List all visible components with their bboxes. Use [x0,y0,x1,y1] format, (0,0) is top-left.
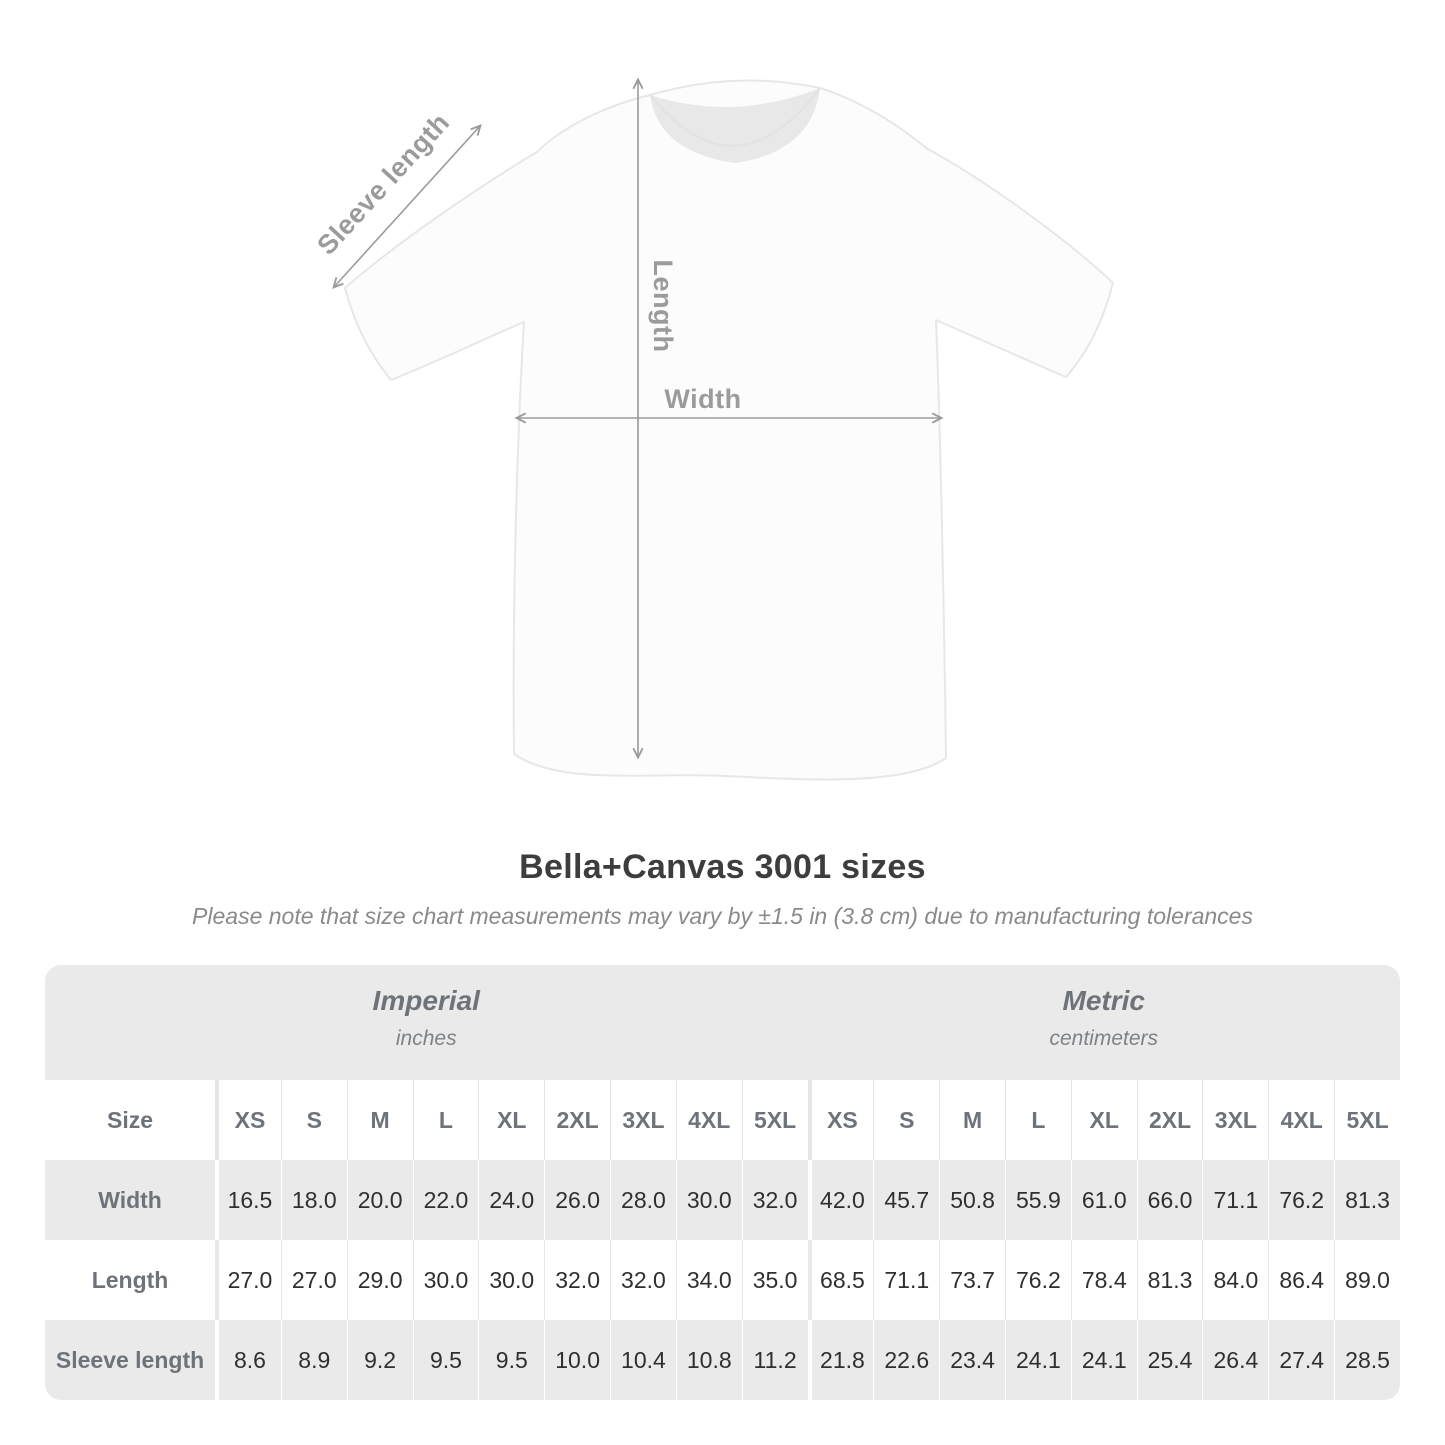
value-cell: 16.5 [215,1160,281,1240]
value-cell: 25.4 [1137,1320,1203,1400]
value-cell: 8.6 [215,1320,281,1400]
size-header-cell: 3XL [610,1080,676,1160]
value-cell: 30.0 [676,1160,742,1240]
value-cell: 30.0 [478,1240,544,1320]
heading-block [0,848,1445,930]
value-cell: 61.0 [1071,1160,1137,1240]
value-cell: 73.7 [939,1240,1005,1320]
row-label: Sleeve length [45,1320,215,1400]
value-cell: 28.0 [610,1160,676,1240]
value-cell: 81.3 [1137,1240,1203,1320]
size-chart-table [45,965,1400,1400]
value-cell: 9.2 [347,1320,413,1400]
value-cell: 11.2 [742,1320,808,1400]
tshirt-outline [345,80,1113,779]
value-cell: 30.0 [413,1240,479,1320]
tolerance-note: Please note that size chart measurements may vary by ±1.5 in (3.8 cm) due to manufacturing tolerances [192,903,1253,929]
value-cell: 66.0 [1137,1160,1203,1240]
size-header-cell: 4XL [1268,1080,1334,1160]
imperial-band [45,965,808,1080]
value-cell: 86.4 [1268,1240,1334,1320]
value-cell: 27.0 [281,1240,347,1320]
sleeve-length-label: Sleeve length [311,107,456,261]
size-header-cell: L [413,1080,479,1160]
size-corner-label: Size [45,1080,215,1160]
value-cell: 50.8 [939,1160,1005,1240]
value-cell: 26.0 [544,1160,610,1240]
value-cell: 84.0 [1202,1240,1268,1320]
value-cell: 9.5 [478,1320,544,1400]
value-cell: 81.3 [1334,1160,1400,1240]
imperial-group-label: Imperial [372,984,480,1016]
table-row [45,1160,1400,1240]
size-header-cell: XL [478,1080,544,1160]
value-cell: 71.1 [873,1240,939,1320]
size-header-cell: 2XL [544,1080,610,1160]
value-cell: 45.7 [873,1160,939,1240]
width-label: Width [664,384,742,414]
row-label: Width [45,1160,215,1240]
size-header-cell: XL [1071,1080,1137,1160]
size-header-cell: 4XL [676,1080,742,1160]
value-cell: 34.0 [676,1240,742,1320]
value-cell: 76.2 [1268,1160,1334,1240]
value-cell: 10.0 [544,1320,610,1400]
value-cell: 27.4 [1268,1320,1334,1400]
size-header-cell: M [939,1080,1005,1160]
value-cell: 32.0 [610,1240,676,1320]
unit-band-row [45,965,1400,1080]
value-cell: 32.0 [742,1160,808,1240]
table-row [45,1320,1400,1400]
value-cell: 68.5 [808,1240,874,1320]
value-cell: 78.4 [1071,1240,1137,1320]
value-cell: 8.9 [281,1320,347,1400]
value-cell: 10.4 [610,1320,676,1400]
size-header-cell: 5XL [742,1080,808,1160]
value-cell: 22.6 [873,1320,939,1400]
size-header-cell: L [1005,1080,1071,1160]
size-header-cell: XS [808,1080,874,1160]
value-cell: 22.0 [413,1160,479,1240]
value-cell: 23.4 [939,1320,1005,1400]
size-header-cell: 3XL [1202,1080,1268,1160]
value-cell: 71.1 [1202,1160,1268,1240]
size-header-cell: 5XL [1334,1080,1400,1160]
imperial-unit-label: inches [395,1026,457,1050]
value-cell: 89.0 [1334,1240,1400,1320]
size-table [45,965,1400,1400]
size-header-cell: S [873,1080,939,1160]
metric-band [808,965,1401,1080]
metric-group-label: Metric [1062,984,1145,1016]
table-row [45,1240,1400,1320]
value-cell: 35.0 [742,1240,808,1320]
value-cell: 21.8 [808,1320,874,1400]
value-cell: 32.0 [544,1240,610,1320]
value-cell: 10.8 [676,1320,742,1400]
value-cell: 9.5 [413,1320,479,1400]
value-cell: 18.0 [281,1160,347,1240]
value-cell: 24.1 [1005,1320,1071,1400]
length-label: Length [648,259,678,353]
metric-unit-label: centimeters [1049,1026,1159,1050]
value-cell: 76.2 [1005,1240,1071,1320]
value-cell: 28.5 [1334,1320,1400,1400]
size-header-cell: 2XL [1137,1080,1203,1160]
value-cell: 24.1 [1071,1320,1137,1400]
value-cell: 20.0 [347,1160,413,1240]
value-cell: 55.9 [1005,1160,1071,1240]
value-cell: 42.0 [808,1160,874,1240]
value-cell: 27.0 [215,1240,281,1320]
size-header-cell: S [281,1080,347,1160]
value-cell: 24.0 [478,1160,544,1240]
size-header-row [45,1080,1400,1160]
row-label: Length [45,1240,215,1320]
value-cell: 29.0 [347,1240,413,1320]
size-header-cell: XS [215,1080,281,1160]
size-header-cell: M [347,1080,413,1160]
value-cell: 26.4 [1202,1320,1268,1400]
page-title: Bella+Canvas 3001 sizes [519,848,926,886]
